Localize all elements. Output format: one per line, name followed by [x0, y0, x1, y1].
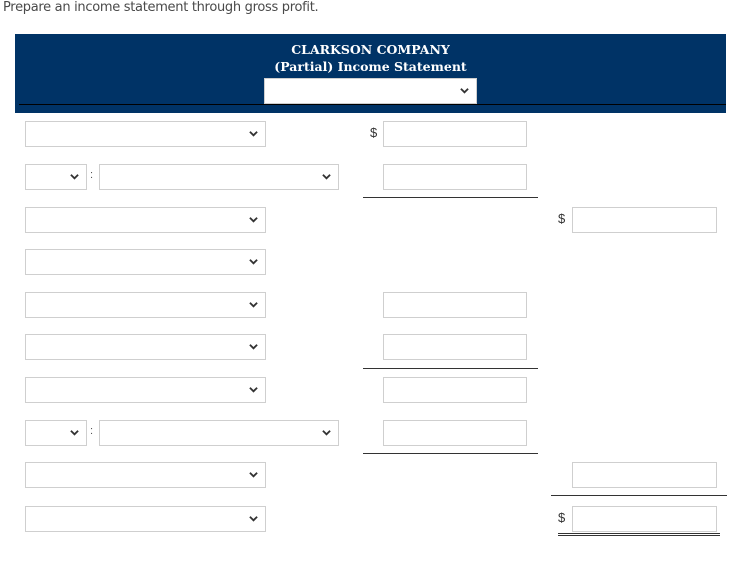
header-divider — [19, 104, 726, 105]
gross-profit-input[interactable] — [572, 506, 717, 532]
account-select-row-5[interactable] — [25, 292, 266, 318]
colon-separator: : — [90, 169, 94, 181]
amount-input-row-6[interactable] — [383, 334, 527, 360]
period-select[interactable] — [264, 78, 477, 104]
subtotal-line — [363, 368, 538, 369]
account-select-row-7[interactable] — [25, 377, 266, 403]
prefix-select-row-2[interactable] — [25, 164, 87, 190]
currency-symbol: $ — [558, 510, 566, 525]
currency-symbol: $ — [558, 211, 566, 226]
currency-symbol: $ — [370, 125, 378, 140]
subtotal-line — [363, 453, 538, 454]
account-select-row-3[interactable] — [25, 207, 266, 233]
amount-input-row-8[interactable] — [383, 420, 527, 446]
prefix-select-row-8[interactable] — [25, 420, 87, 446]
total-input-row-9[interactable] — [572, 462, 717, 488]
chevron-down-icon — [249, 215, 258, 224]
account-select-row-6[interactable] — [25, 334, 266, 360]
account-select-row-9[interactable] — [25, 462, 266, 488]
account-select-row-1[interactable] — [25, 121, 266, 147]
chevron-down-icon — [249, 300, 258, 309]
amount-input-row-5[interactable] — [383, 292, 527, 318]
chevron-down-icon — [249, 342, 258, 351]
chevron-down-icon — [460, 86, 469, 95]
chevron-down-icon — [322, 428, 331, 437]
chevron-down-icon — [249, 385, 258, 394]
chevron-down-icon — [322, 172, 331, 181]
account-select-row-4[interactable] — [25, 249, 266, 275]
account-select-row-8[interactable] — [99, 420, 339, 446]
account-select-row-10[interactable] — [25, 506, 266, 532]
statement-title: (Partial) Income Statement — [274, 59, 467, 74]
total-line — [551, 495, 727, 496]
total-input-row-3[interactable] — [572, 207, 717, 233]
account-select-row-2[interactable] — [99, 164, 339, 190]
instruction-text: Prepare an income statement through gross profit. — [3, 0, 319, 15]
amount-input-row-2[interactable] — [383, 164, 527, 190]
amount-input-row-1[interactable] — [383, 121, 527, 147]
chevron-down-icon — [249, 514, 258, 523]
amount-input-row-7[interactable] — [383, 377, 527, 403]
chevron-down-icon — [249, 470, 258, 479]
colon-separator: : — [90, 425, 94, 437]
chevron-down-icon — [70, 172, 79, 181]
chevron-down-icon — [249, 257, 258, 266]
subtotal-line — [363, 197, 538, 198]
double-underline-bottom — [558, 535, 720, 536]
chevron-down-icon — [70, 428, 79, 437]
double-underline-top — [558, 533, 720, 534]
statement-header — [15, 34, 726, 113]
chevron-down-icon — [249, 129, 258, 138]
company-name: CLARKSON COMPANY — [291, 42, 450, 57]
